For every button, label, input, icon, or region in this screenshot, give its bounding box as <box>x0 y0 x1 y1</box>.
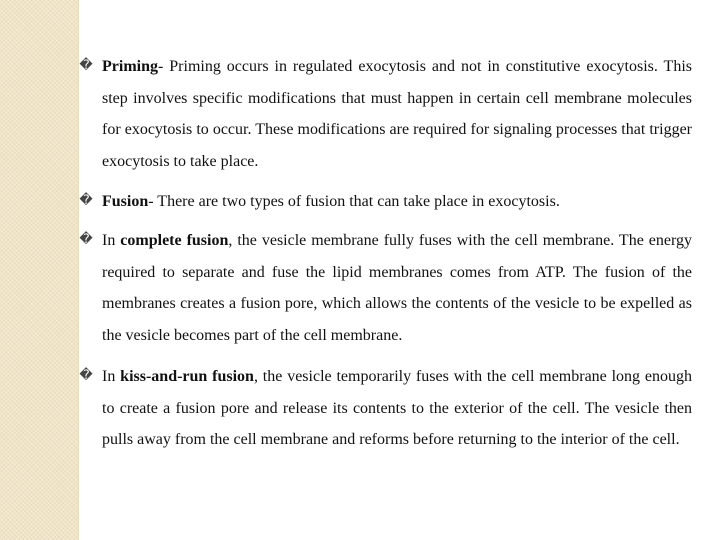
paragraph-fusion <box>102 186 692 218</box>
decorative-side-strip <box>0 0 78 540</box>
side-strip-border <box>78 0 79 540</box>
bullet-icon: � <box>79 232 93 247</box>
bullet-icon: � <box>79 368 93 383</box>
paragraph-complete-fusion <box>102 225 692 351</box>
term-priming: Priming <box>102 58 158 75</box>
paragraph-priming-text: - Priming occurs in regulated exocytosis and not in constitutive exocytosis. This step involves specific modifications that must happen in certain cell membrane molecules for exocytosis to occur. These modifications are required for signaling processes that trigger exocytosis to take place. <box>102 58 692 170</box>
bullet-icon: � <box>79 193 93 208</box>
term-kiss-and-run-fusion: kiss-and-run fusion <box>120 368 254 385</box>
term-complete-fusion: complete fusion <box>120 232 229 249</box>
paragraph-kiss-and-run-fusion <box>102 361 692 456</box>
paragraph-complete-fusion-text: , the vesicle membrane fully fuses with the cell membrane. The energy required to separate and fuse the lipid membranes comes from ATP. The fusion of the membranes creates a fusion pore, which allows the contents of the vesicle to be expelled as the vesicle becomes part of the cell membrane. <box>102 232 693 344</box>
paragraph-kiss-and-run-prefix: In <box>102 368 121 385</box>
paragraph-fusion-text: - There are two types of fusion that can take place in exocytosis. <box>148 193 560 210</box>
paragraph-complete-fusion-prefix: In <box>102 232 121 249</box>
paragraph-priming <box>102 51 692 177</box>
bullet-icon: � <box>79 58 93 73</box>
paragraph-kiss-and-run-text: , the vesicle temporarily fuses with the cell membrane long enough to create a fusion pore and release its contents to the exterior of the cell. The vesicle then pulls away from the cell membrane and reforms before returning to the interior of the cell. <box>102 368 693 449</box>
term-fusion: Fusion <box>102 193 149 210</box>
